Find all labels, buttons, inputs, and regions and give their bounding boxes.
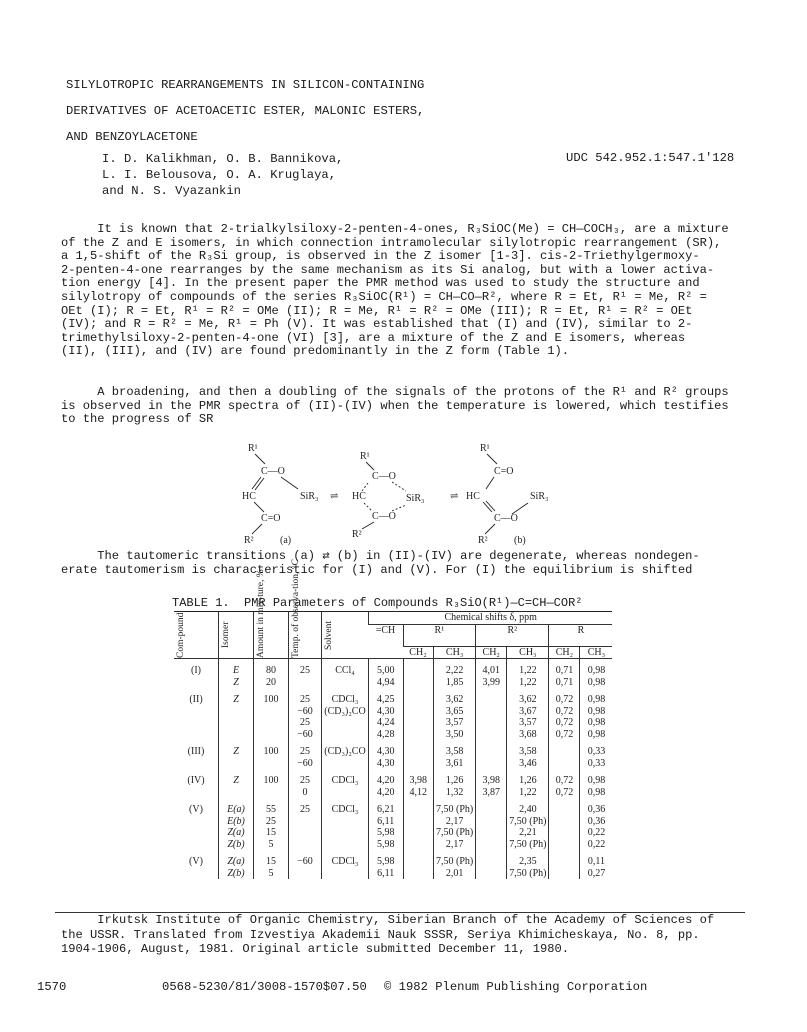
cell-r1-ch3 — [434, 769, 476, 798]
cell-value: (V) — [189, 856, 203, 867]
cell-compound — [174, 798, 219, 850]
cell-value: (IV) — [187, 775, 205, 786]
cell-eq-ch — [369, 688, 404, 740]
cell-temp — [289, 850, 322, 879]
col-r1-ch2: CH₂ — [403, 646, 434, 659]
cell-value: 0,72 — [555, 775, 574, 786]
cell-r1-ch3 — [434, 850, 476, 879]
cell-value: Z(b) — [227, 838, 245, 850]
cell-value: 2,35 — [519, 856, 537, 867]
cell-amount — [254, 798, 289, 850]
scheme-ts-r2: R² — [352, 529, 362, 540]
cell-value: 3,61 — [445, 757, 464, 769]
cell-value: 4,30 — [377, 746, 395, 757]
cell-value: 2,01 — [445, 867, 464, 879]
col-amount: Amount in mix-ture, % — [254, 612, 289, 659]
cell-value: 1,26 — [445, 775, 464, 786]
author-line-1: I. D. Kalikhman, O. B. Bannikova, — [102, 152, 344, 166]
cell-r1-ch3 — [434, 740, 476, 769]
cell-value: 0,22 — [587, 827, 606, 838]
cell-r1-ch2 — [403, 740, 434, 769]
cell-value: Z — [233, 676, 239, 688]
cell-value: 3,62 — [445, 694, 464, 705]
cell-compound — [174, 769, 219, 798]
cell-value: 7,50 (Ph) — [436, 856, 474, 867]
cell-r-ch2 — [549, 659, 580, 689]
tautomerism-scheme — [228, 437, 568, 547]
cell-value: 6,11 — [377, 815, 395, 827]
cell-value: (V) — [189, 804, 203, 815]
cell-value: 7,50 (Ph) — [509, 838, 547, 850]
cell-value: CDCl₃ — [331, 775, 359, 786]
cell-r-ch3 — [580, 688, 613, 740]
cell-value: 4,30 — [377, 757, 395, 769]
paragraph-3 — [61, 550, 741, 577]
col-r-ch2: CH₂ — [549, 646, 580, 659]
cell-amount — [254, 850, 289, 879]
text-line: a 1,5-shift of the R₃Si group, is observed in the Z isomer [1-3]. cis-2-Triethylgermoxy- — [61, 249, 700, 264]
scheme-b-c-eq-o: C=O — [494, 466, 514, 477]
cell-value: 80 — [266, 665, 276, 676]
scheme-arrow-2: ⇌ — [450, 491, 459, 502]
cell-value: 4,24 — [377, 717, 395, 728]
cell-value: 4,30 — [377, 705, 395, 717]
cell-value: 2,22 — [445, 665, 464, 676]
cell-value: 3,58 — [445, 746, 464, 757]
cell-solvent — [322, 769, 369, 798]
scheme-b-co: C—O — [494, 513, 518, 524]
cell-isomer — [219, 688, 254, 740]
text-line: It is known that 2-trialkylsiloxy-2-penten-4-ones, R₃SiOC(Me) = CH—COCH₃, are a mixture — [61, 222, 729, 236]
cell-isomer — [219, 798, 254, 850]
footnote — [61, 913, 751, 957]
cell-value: 7,50 (Ph) — [436, 804, 474, 815]
cell-value: 4,01 — [482, 665, 500, 676]
cell-r-ch3 — [580, 659, 613, 689]
cell-value: 3,62 — [519, 694, 537, 705]
cell-value: 2,17 — [445, 815, 464, 827]
table-row — [174, 740, 612, 769]
cell-value: −60 — [297, 757, 313, 769]
cell-value: 3,98 — [409, 775, 427, 786]
cell-value: 1,26 — [519, 775, 537, 786]
cell-value: 5 — [268, 867, 274, 879]
cell-r2-ch3 — [507, 659, 549, 689]
cell-value: 0,36 — [587, 815, 606, 827]
cell-solvent — [322, 659, 369, 689]
cell-value: Z(b) — [227, 867, 245, 879]
footnote-line: the USSR. Translated from Izvestiya Akademii Nauk SSSR, Seriya Khimicheskaya, No. 8, pp. — [61, 927, 700, 942]
cell-r1-ch2 — [403, 688, 434, 740]
title-line-1: SILYLOTROPIC REARRANGEMENTS IN SILICON-CONTAINING — [66, 78, 425, 92]
text-line: tion energy [4]. In the present paper the PMR method was used to study the structure and — [61, 276, 700, 291]
text-line: OEt (I); R = Et, R¹ = R² = OMe (II); R = Me, R¹ = R² = OMe (III); R = Et, R¹ = R² = OEt — [61, 303, 693, 318]
cell-value: E(b) — [227, 815, 245, 827]
text-line: 2-penten-4-one rearranges by the same mechanism as its Si analog, but with a lower activa- — [61, 262, 715, 277]
cell-value: 0,98 — [587, 728, 606, 740]
cell-value: (CD₃)₂CO — [324, 705, 366, 717]
cell-value: CDCl₃ — [331, 804, 359, 815]
cell-value: 25 — [266, 815, 276, 827]
cell-value: 1,85 — [445, 676, 464, 688]
cell-value: 0,33 — [587, 757, 606, 769]
cell-eq-ch — [369, 850, 404, 879]
col-compound: Com-pound — [174, 612, 219, 659]
cell-r2-ch3 — [507, 769, 549, 798]
table-row — [174, 769, 612, 798]
cell-value: 0,22 — [587, 838, 606, 850]
cell-value: 5,98 — [377, 827, 395, 838]
cell-value: 4,20 — [377, 786, 395, 798]
scheme-a-c-eq-o: C=O — [261, 513, 281, 524]
cell-value: 3,65 — [445, 705, 464, 717]
cell-r-ch3 — [580, 798, 613, 850]
text-line: to the progress of SR — [61, 412, 214, 427]
cell-eq-ch — [369, 769, 404, 798]
text-line: trimethylsiloxy-2-penten-4-one (VI) [3], are a mixture of the Z and E isomers, whereas — [61, 330, 686, 345]
scheme-a-sir3: SiR₃ — [300, 491, 319, 502]
cell-value: 100 — [263, 694, 279, 705]
cell-temp — [289, 740, 322, 769]
col-r-ch3: CH₃ — [580, 646, 613, 659]
scheme-b-r1: R¹ — [480, 443, 490, 454]
cell-value: 7,50 (Ph) — [509, 867, 547, 879]
table-row — [174, 850, 612, 879]
cell-value: 0,72 — [555, 786, 574, 798]
cell-value: 0,72 — [555, 694, 574, 705]
cell-value: 3,58 — [519, 746, 537, 757]
scheme-a-label: (a) — [280, 535, 292, 546]
cell-value: 0,98 — [587, 786, 606, 798]
cell-value: 4,25 — [377, 694, 395, 705]
cell-value: Z — [233, 746, 239, 757]
col-r: R — [549, 624, 613, 646]
cell-value: 7,50 (Ph) — [509, 815, 547, 827]
cell-value: CDCl₃ — [331, 694, 359, 705]
col-chemical-shifts: Chemical shifts δ, ppm — [369, 612, 613, 625]
cell-value: (II) — [189, 694, 203, 705]
cell-isomer — [219, 659, 254, 689]
cell-value: 25 — [300, 694, 310, 705]
cell-value: 15 — [266, 827, 276, 838]
cell-value: 4,20 — [377, 775, 395, 786]
scheme-arrow-1: ⇌ — [330, 491, 339, 502]
cell-value: (III) — [187, 746, 205, 757]
text-line: of the Z and E isomers, in which connection intramolecular silylotropic rearrangement (SR), — [61, 235, 722, 250]
cell-value: 0,71 — [555, 665, 574, 676]
cell-value: 3,67 — [519, 705, 537, 717]
scheme-ts-sir3: SiR₃ — [406, 493, 425, 504]
author-line-3: and N. S. Vyazankin — [102, 184, 241, 198]
footnote-line: Irkutsk Institute of Organic Chemistry, Siberian Branch of the Academy of Sciences of — [61, 913, 715, 927]
cell-value: 15 — [266, 856, 276, 867]
cell-value: 100 — [263, 746, 279, 757]
cell-value: 4,94 — [377, 676, 395, 688]
cell-r-ch3 — [580, 740, 613, 769]
cell-value: E — [232, 665, 240, 676]
cell-r-ch2 — [549, 688, 580, 740]
cell-value: 0,72 — [555, 717, 574, 728]
cell-compound — [174, 850, 219, 879]
cell-value: 6,21 — [377, 804, 395, 815]
cell-r2-ch2 — [476, 798, 507, 850]
cell-value: −60 — [297, 856, 313, 867]
cell-value: 1,22 — [519, 676, 537, 688]
pmr-table-body — [174, 659, 612, 880]
cell-compound — [174, 659, 219, 689]
cell-r1-ch2 — [403, 850, 434, 879]
cell-value: 0 — [302, 786, 308, 798]
cell-value: 55 — [266, 804, 276, 815]
cell-value: (CD₃)₂CO — [324, 746, 366, 757]
cell-value: 5,00 — [377, 665, 395, 676]
cell-r1-ch3 — [434, 688, 476, 740]
cell-eq-ch — [369, 740, 404, 769]
col-eq-ch: =CH — [369, 624, 404, 659]
cell-value: 0,33 — [587, 746, 606, 757]
cell-r-ch2 — [549, 740, 580, 769]
title-line-3: AND BENZOYLACETONE — [66, 130, 198, 144]
cell-value: 0,71 — [555, 676, 574, 688]
cell-r2-ch2 — [476, 769, 507, 798]
cell-value: 6,11 — [377, 867, 395, 879]
cell-solvent — [322, 740, 369, 769]
cell-value: 0,27 — [587, 867, 606, 879]
cell-r2-ch3 — [507, 798, 549, 850]
cell-value: 0,98 — [587, 705, 606, 717]
paragraph-2 — [61, 386, 741, 427]
cell-value: 25 — [300, 665, 310, 676]
cell-r1-ch2 — [403, 798, 434, 850]
page-number: 1570 — [37, 980, 67, 994]
cell-value: (I) — [191, 665, 201, 676]
cell-r2-ch3 — [507, 850, 549, 879]
cell-value: 3,98 — [482, 775, 500, 786]
copyright: © 1982 Plenum Publishing Corporation — [384, 980, 648, 994]
scheme-a-hc: HC — [242, 491, 256, 502]
cell-value: 0,72 — [555, 705, 574, 717]
cell-value: 0,11 — [587, 856, 606, 867]
cell-value: 1,22 — [519, 665, 537, 676]
cell-value: Z — [233, 694, 239, 705]
cell-r-ch3 — [580, 850, 613, 879]
cell-value: 4,12 — [409, 786, 427, 798]
cell-value: 3,57 — [519, 717, 537, 728]
cell-value: 1,32 — [445, 786, 464, 798]
text-line: The tautomeric transitions (a) ⇄ (b) in (II)-(IV) are degenerate, whereas nondegen- — [61, 549, 700, 563]
cell-value: −60 — [297, 728, 313, 740]
cell-r2-ch3 — [507, 688, 549, 740]
cell-value: 2,17 — [445, 838, 464, 850]
cell-r-ch3 — [580, 769, 613, 798]
scheme-ts-co: C—O — [372, 471, 396, 482]
cell-value: Z(a) — [227, 827, 245, 838]
cell-solvent — [322, 850, 369, 879]
cell-temp — [289, 659, 322, 689]
article-title — [66, 72, 766, 150]
cell-value: 3,57 — [445, 717, 464, 728]
cell-value: 0,98 — [587, 694, 606, 705]
cell-value: 1,22 — [519, 786, 537, 798]
col-r2-ch3: CH₃ — [507, 646, 549, 659]
col-temp: Temp. of observa-tion, °C — [289, 612, 322, 659]
cell-compound — [174, 688, 219, 740]
cell-r1-ch3 — [434, 798, 476, 850]
table-row — [174, 659, 612, 689]
scheme-ts-r1: R¹ — [360, 451, 370, 462]
cell-r-ch2 — [549, 769, 580, 798]
cell-value: CDCl₃ — [331, 856, 359, 867]
col-r1: R¹ — [403, 624, 476, 646]
cell-value: 4,28 — [377, 728, 395, 740]
table-caption: TABLE 1. PMR Parameters of Compounds R₃SiO(R¹)—C=CH—COR² — [172, 596, 583, 610]
col-solvent: Solvent — [322, 612, 369, 659]
scheme-b-sir3: SiR₃ — [530, 491, 549, 502]
cell-r-ch2 — [549, 850, 580, 879]
paragraph-1 — [61, 223, 741, 359]
cell-value: 0,98 — [587, 717, 606, 728]
cell-value: 3,68 — [519, 728, 537, 740]
cell-value: Z(a) — [227, 856, 245, 867]
cell-value: 0,72 — [555, 728, 574, 740]
cell-value: 25 — [300, 746, 310, 757]
cell-r2-ch2 — [476, 740, 507, 769]
cell-r1-ch2 — [403, 659, 434, 689]
scheme-ts-co-2: C—O — [372, 511, 396, 522]
text-line: erate tautomerism is characteristic for (I) and (V). For (I) the equilibrium is shifted — [61, 562, 693, 577]
col-isomer: Isomer — [219, 612, 254, 659]
table-row — [174, 688, 612, 740]
cell-isomer — [219, 850, 254, 879]
col-r2: R² — [476, 624, 549, 646]
cell-r1-ch3 — [434, 659, 476, 689]
col-r2-ch2: CH₂ — [476, 646, 507, 659]
cell-value: 0,98 — [587, 775, 606, 786]
udc-code: UDC 542.952.1:547.1'128 — [566, 151, 735, 165]
footnote-line: 1904-1906, August, 1981. Original article submitted December 11, 1980. — [61, 942, 570, 956]
cell-eq-ch — [369, 659, 404, 689]
cell-r2-ch3 — [507, 740, 549, 769]
cell-value: 100 — [263, 775, 279, 786]
title-line-2: DERIVATIVES OF ACETOACETIC ESTER, MALONIC ESTERS, — [66, 104, 425, 118]
author-list — [102, 151, 343, 199]
cell-value: 25 — [300, 804, 310, 815]
cell-isomer — [219, 740, 254, 769]
cell-value: Z — [233, 775, 239, 786]
cell-value: −60 — [297, 705, 313, 717]
cell-value: 25 — [300, 717, 310, 728]
cell-value: 25 — [300, 775, 310, 786]
col-r1-ch3: CH₃ — [434, 646, 476, 659]
cell-value: 5 — [268, 838, 274, 850]
scheme-a-r2: R² — [244, 535, 254, 546]
cell-solvent — [322, 798, 369, 850]
cell-eq-ch — [369, 798, 404, 850]
cell-amount — [254, 659, 289, 689]
cell-value: 5,98 — [377, 856, 395, 867]
cell-value: E(a) — [227, 804, 245, 815]
cell-r2-ch2 — [476, 688, 507, 740]
cell-amount — [254, 740, 289, 769]
cell-value: 3,99 — [482, 676, 500, 688]
cell-value: CCl₄ — [335, 665, 355, 676]
cell-amount — [254, 688, 289, 740]
cell-temp — [289, 688, 322, 740]
text-line: is observed in the PMR spectra of (II)-(IV) when the temperature is lowered, which testifies — [61, 398, 729, 413]
cell-temp — [289, 798, 322, 850]
cell-r-ch2 — [549, 798, 580, 850]
cell-amount — [254, 769, 289, 798]
scheme-b-r2: R² — [478, 535, 488, 546]
cell-value: 0,98 — [587, 676, 606, 688]
cell-value: 3,46 — [519, 757, 537, 769]
cell-value: 7,50 (Ph) — [436, 827, 474, 838]
cell-value: 20 — [266, 676, 276, 688]
cell-value: 3,87 — [482, 786, 500, 798]
cell-solvent — [322, 688, 369, 740]
cell-value: 2,40 — [519, 804, 537, 815]
text-line: (IV); and R = R² = Me, R¹ = Ph (V). It was established that (I) and (IV), similar to 2- — [61, 317, 693, 332]
scheme-b-label: (b) — [514, 535, 526, 546]
cell-compound — [174, 740, 219, 769]
scheme-b-hc: HC — [466, 491, 480, 502]
cell-value: 0,36 — [587, 804, 606, 815]
cell-isomer — [219, 769, 254, 798]
author-line-2: L. I. Belousova, O. A. Kruglaya, — [102, 168, 337, 182]
scheme-ts-hc: HC — [352, 491, 366, 502]
table-row — [174, 798, 612, 850]
cell-temp — [289, 769, 322, 798]
cell-r1-ch2 — [403, 769, 434, 798]
scheme-a-co: C—O — [261, 466, 285, 477]
cell-value: 0,98 — [587, 665, 606, 676]
cell-value: 5,98 — [377, 838, 395, 850]
scheme-a-r1: R¹ — [248, 443, 258, 454]
article-code: 0568-5230/81/3008-1570$07.50 — [162, 980, 367, 994]
text-line: A broadening, and then a doubling of the signals of the protons of the R¹ and R² groups — [61, 385, 729, 399]
text-line: (II), (III), and (IV) are found predominantly in the Z form (Table 1). — [61, 344, 570, 359]
cell-r2-ch2 — [476, 659, 507, 689]
cell-r2-ch2 — [476, 850, 507, 879]
text-line: silylotropy of compounds of the series R₃SiOC(R¹) = CH—CO—R², where R = Et, R¹ = Me, R² = — [61, 289, 707, 304]
cell-value: 2,21 — [519, 827, 537, 838]
cell-value: 3,50 — [445, 728, 464, 740]
